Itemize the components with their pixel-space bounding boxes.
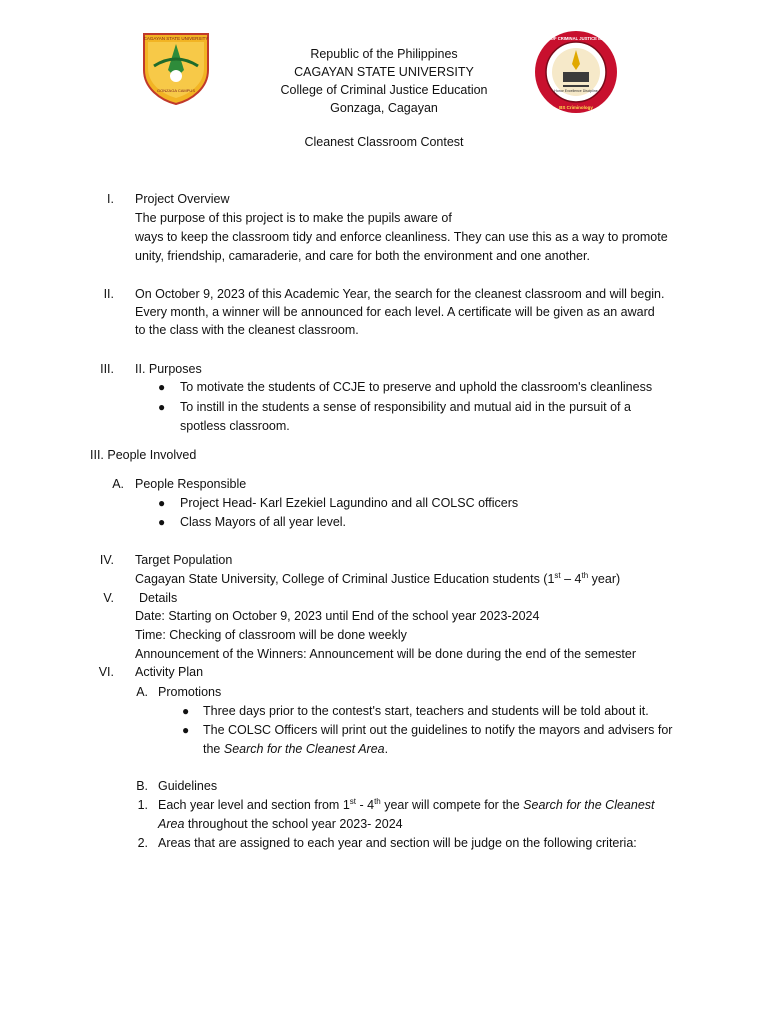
- ccje-seal-inner-text: Honor Excellence Discipline: [554, 89, 598, 93]
- header-republic: Republic of the Philippines: [310, 47, 458, 61]
- section-5-number: V.: [103, 591, 114, 605]
- promotion-bullet-1: Three days prior to the contest's start, teachers and students will be told about it.: [203, 704, 649, 718]
- section-5-heading: Details: [139, 591, 178, 605]
- people-a-number: A.: [112, 477, 124, 491]
- people-bullet-1: Project Head- Karl Ezekiel Lagundino and all COLSC officers: [180, 496, 519, 510]
- guideline-1-line-2: Area throughout the school year 2023- 2024: [158, 817, 403, 831]
- section-2-line-3: to the class with the cleanest classroom.: [135, 323, 359, 337]
- header-college: College of Criminal Justice Education: [280, 83, 488, 97]
- section-4-number: IV.: [99, 553, 114, 567]
- section-3-number: III.: [100, 362, 114, 376]
- csu-logo-top-text: CAGAYAN STATE UNIVERSITY: [143, 36, 209, 41]
- promotion-bullet-2-cont: the Search for the Cleanest Area.: [203, 742, 389, 756]
- guidelines-number: B.: [136, 779, 148, 793]
- bullet-icon: ●: [182, 704, 190, 718]
- details-time: Time: Checking of classroom will be done weekly: [135, 628, 407, 642]
- section-1-number: I.: [107, 192, 114, 206]
- header-location: Gonzaga, Cagayan: [330, 101, 438, 115]
- purpose-bullet-2: To instill in the students a sense of responsibility and mutual aid in the pursuit of a: [180, 400, 631, 414]
- ccje-seal-ring-text: COLLEGE OF CRIMINAL JUSTICE EDUCATION: [533, 36, 619, 41]
- bullet-icon: ●: [182, 723, 190, 737]
- guideline-2-number: 2.: [137, 836, 148, 850]
- section-2-line-1: On October 9, 2023 of this Academic Year, the search for the cleanest classroom and will begin.: [135, 287, 665, 301]
- bullet-icon: ●: [158, 515, 166, 529]
- purpose-bullet-1: To motivate the students of CCJE to preserve and uphold the classroom's cleanliness: [180, 380, 653, 394]
- section-1-line-3: unity, friendship, camaraderie, and care for both the environment and one another.: [135, 249, 590, 263]
- guideline-1-number: 1.: [137, 798, 148, 812]
- section-1-heading: Project Overview: [135, 192, 230, 206]
- ccje-seal-bottom-text: BS Criminology: [559, 105, 593, 110]
- guideline-2-text: Areas that are assigned to each year and section will be judge on the following criteria:: [158, 836, 637, 850]
- people-involved-heading: III. People Involved: [90, 448, 197, 462]
- section-2-number: II.: [103, 287, 114, 301]
- csu-logo-bottom-text: GONZAGA CAMPUS: [156, 88, 196, 93]
- people-bullet-2: Class Mayors of all year level.: [180, 515, 347, 529]
- bullet-icon: ●: [158, 400, 166, 414]
- bullet-icon: ●: [158, 496, 166, 510]
- section-2-line-2: Every month, a winner will be announced for each level. A certificate will be given as an award: [135, 305, 655, 319]
- purpose-bullet-2-cont: spotless classroom.: [180, 419, 290, 433]
- section-1-line-1: The purpose of this project is to make the pupils aware of: [135, 211, 452, 225]
- guideline-1-line-1: Each year level and section from 1st - 4th year will compete for the Search for the Cleanest: [158, 796, 655, 812]
- section-6-number: VI.: [98, 665, 114, 679]
- section-3-heading: II. Purposes: [135, 362, 202, 376]
- target-population-text: Cagayan State University, College of Criminal Justice Education students (1st – 4th year): [135, 570, 621, 586]
- promotions-number: A.: [136, 685, 148, 699]
- section-4-heading: Target Population: [135, 553, 233, 567]
- promotion-bullet-2: The COLSC Officers will print out the guidelines to notify the mayors and advisers for: [203, 723, 673, 737]
- section-1-line-2: ways to keep the classroom tidy and enforce cleanliness. They can use this as a way to promote: [135, 230, 668, 244]
- header-university: CAGAYAN STATE UNIVERSITY: [294, 65, 474, 79]
- section-6-heading: Activity Plan: [135, 665, 204, 679]
- details-announcement: Announcement of the Winners: Announcement will be done during the end of the semester: [135, 647, 637, 661]
- promotions-heading: Promotions: [158, 685, 222, 699]
- people-responsible-heading: People Responsible: [135, 477, 247, 491]
- document-title: Cleanest Classroom Contest: [304, 135, 464, 149]
- guidelines-heading: Guidelines: [158, 779, 218, 793]
- bullet-icon: ●: [158, 380, 166, 394]
- details-date: Date: Starting on October 9, 2023 until End of the school year 2023-2024: [135, 609, 540, 623]
